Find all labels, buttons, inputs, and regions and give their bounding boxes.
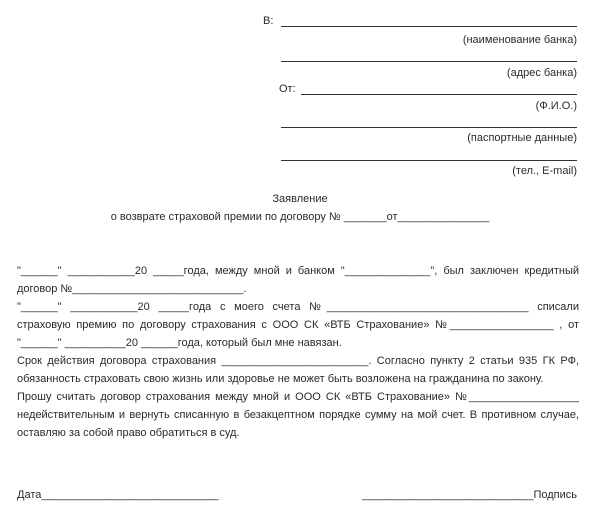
contacts-caption-row — [0, 164, 600, 180]
paragraph-request: Прошу считать договор страхования между мной и ООО СК «ВТБ Страхование» №__________________ недействительным и вернуть списанную в безакцептном порядке сумму на мой счет. В противном случае, оставляю за собой право обратиться в суд. — [17, 391, 579, 439]
bank-name-caption-row — [0, 33, 600, 49]
to-line — [281, 26, 577, 27]
fio-caption: (Ф.И.О.) — [535, 100, 577, 112]
document-body — [17, 262, 579, 442]
contacts-caption: (тел., E-mail) — [512, 165, 577, 177]
bank-name-caption: (наименование банка) — [462, 34, 577, 46]
from-line — [301, 94, 577, 95]
passport-line-row — [0, 115, 600, 131]
bank-name-line-row — [0, 49, 600, 65]
date-field: Дата_____________________________ — [17, 489, 219, 501]
from-label: От: — [279, 83, 296, 95]
paragraph-insurance-term: Срок действия договора страхования ________________________. Согласно пункту 2 статьи 935 ГК РФ, обязанность страховать свою жизнь или здоровье не может быть возложена на гражданина по закону. — [17, 355, 579, 385]
fio-caption-row — [0, 99, 600, 115]
from-row — [0, 82, 600, 98]
to-label: В: — [263, 15, 274, 27]
bank-address-caption-row — [0, 66, 600, 82]
bank-address-caption: (адрес банка) — [506, 67, 577, 79]
contacts-line-row — [0, 148, 600, 164]
passport-caption-row — [0, 131, 600, 147]
document-title: Заявление — [272, 193, 328, 205]
passport-line — [281, 127, 577, 128]
document-subtitle: о возврате страховой премии по договору № _______от_______________ — [110, 211, 490, 223]
paragraph-insurance-premium: "______" ___________20 _____года с моего счета №_________________________________ списали страховую премию по договору страхования с ООО СК «ВТБ Страхование» №_________________ , от "______" __________20 ______года, который был мне навязан. — [17, 301, 579, 349]
to-row — [0, 14, 600, 30]
contacts-line — [281, 160, 577, 161]
passport-caption: (паспортные данные) — [467, 132, 577, 144]
paragraph-credit-agreement: "______" ___________20 _____года, между мной и банком "______________", был заключен кредитный договор №____________________________. — [17, 265, 579, 295]
signature-field: ____________________________Подпись — [362, 489, 577, 501]
bank-line — [281, 61, 577, 62]
